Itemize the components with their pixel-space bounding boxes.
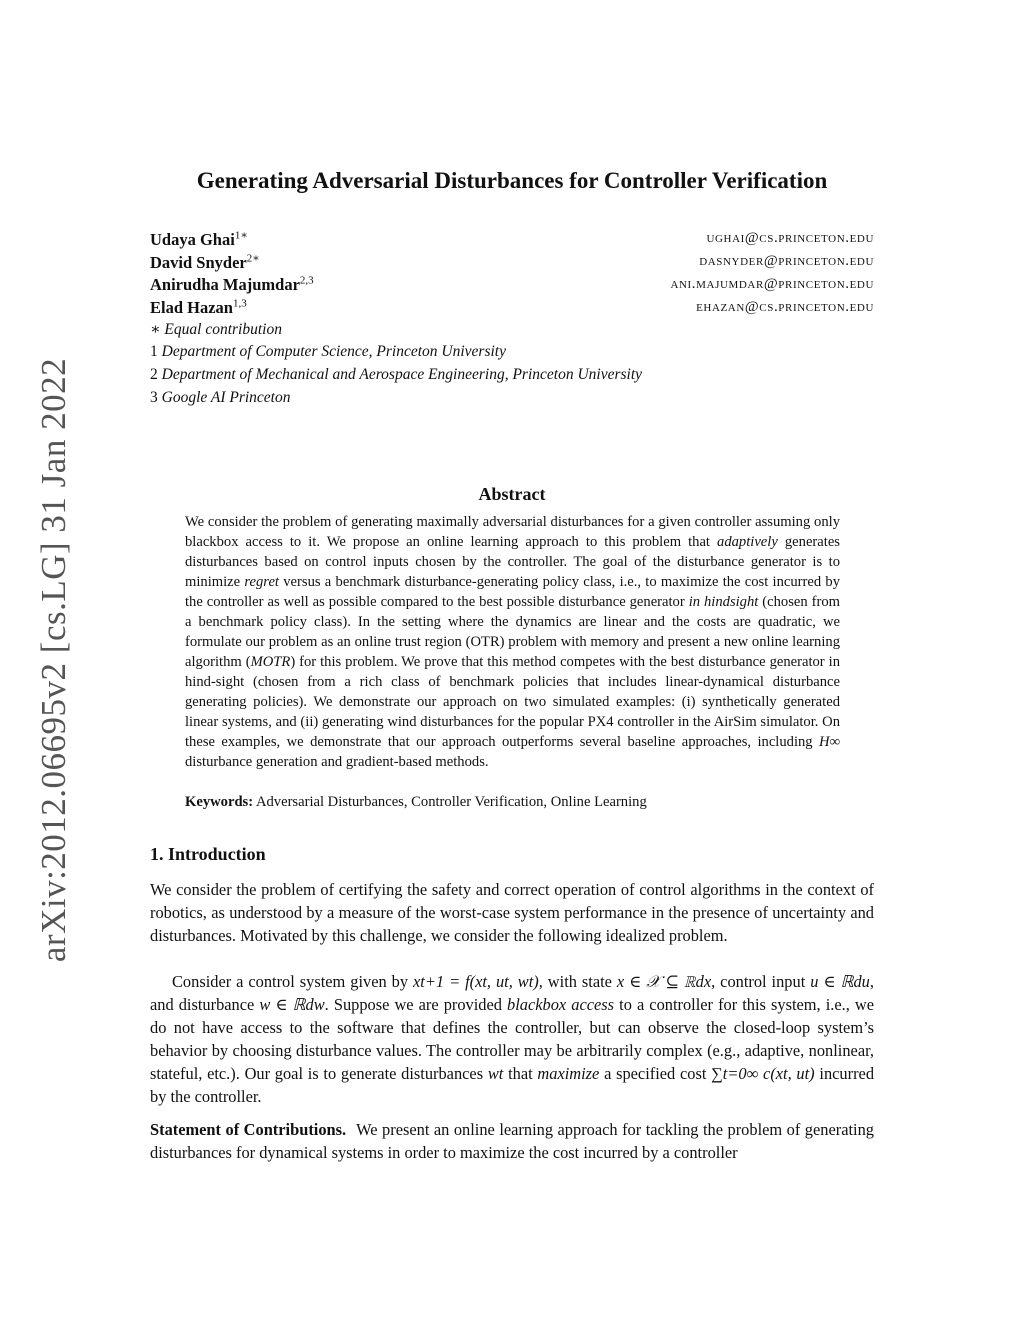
section-heading-introduction: 1. Introduction [150, 844, 266, 864]
author-row [150, 228, 874, 251]
math-disturbance-space: w ∈ ℝdw [259, 995, 325, 1014]
affiliation-mark: 3 [150, 389, 158, 406]
intro-paragraph-3: Statement of Contributions. We present an online learning approach for tackling the problem of generating disturbances for dynamical systems in order to maximize the cost incurred by a controller [150, 1120, 874, 1162]
affiliation-text: Google AI Princeton [161, 389, 291, 406]
author-affil-mark: 1,3 [232, 297, 247, 309]
affiliation-text: Department of Mechanical and Aerospace Engineering, Princeton University [161, 366, 643, 383]
affiliation [150, 366, 874, 389]
paragraph-run-in-heading: Statement of Contributions. [150, 1120, 347, 1139]
arxiv-stamp [28, 357, 80, 963]
affiliation-text: Equal contribution [164, 321, 282, 338]
abstract-text: We consider the problem of generating maximally adversarial disturbances for a given controller assuming only blackbox access to it. We propose an online learning approach to this problem that adaptively generates disturbances based on control inputs chosen by the controller. The goal of the disturbance generator is to minimize regret versus a benchmark disturbance-generating policy class, i.e., to maximize the cost incurred by the controller as well as possible compared to the best possible disturbance generator in hindsight (chosen from a benchmark policy class). In the setting where the dynamics are linear and the costs are quadratic, we formulate our problem as an online trust region (OTR) problem with memory and present a new online learning algorithm (MOTR) for this problem. We prove that this method competes with the best disturbance generator in hind-sight (chosen from a rich class of benchmark policies that includes linear-dynamical disturbance generating policies). We demonstrate our approach on two simulated examples: (i) synthetically generated linear systems, and (ii) generating wind disturbances for the popular PX4 controller in the AirSim simulator. On these examples, we demonstrate that our approach outperforms several baseline approaches, including H∞ disturbance generation and gradient-based methods. [185, 514, 841, 770]
math-disturbance: wt [487, 1064, 504, 1083]
author-row [150, 274, 874, 297]
intro-paragraph-1: We consider the problem of certifying the safety and correct operation of control algorithms in the context of robotics, as understood by a measure of the worst-case system performance in the presence of uncertainty and disturbances. Motivated by this challenge, we consider the following idealized problem. [150, 880, 874, 945]
author-name: Udaya Ghai [150, 229, 235, 249]
affiliation [150, 389, 874, 412]
affiliation-text: Department of Computer Science, Princeton University [161, 343, 506, 360]
keywords-list: Adversarial Disturbances, Controller Verification, Online Learning [255, 794, 647, 810]
author-email: ughai@cs.princeton.edu [706, 230, 874, 246]
math-h-infinity: H∞ [819, 734, 840, 750]
author-name: Elad Hazan [150, 297, 233, 317]
affiliation [150, 343, 874, 366]
author-name: David Snyder [150, 252, 247, 272]
affiliation [150, 320, 874, 343]
author-block [150, 228, 874, 412]
affiliation-mark: ∗ [150, 321, 161, 338]
affiliation-mark: 1 [150, 343, 158, 360]
keywords [185, 794, 840, 811]
paper-title: Generating Adversarial Disturbances for Controller Verification [196, 168, 828, 193]
author-affil-mark: 2∗ [246, 252, 260, 264]
arxiv-id: arXiv:2012.06695v2 [cs.LG] 31 Jan 2022 [34, 357, 73, 963]
affiliation-mark: 2 [150, 366, 158, 383]
math-dynamics: xt+1 = f(xt, ut, wt) [413, 972, 539, 991]
author-affil-mark: 2,3 [299, 274, 314, 286]
author-row [150, 297, 874, 320]
author-name: Anirudha Majumdar [150, 274, 300, 294]
intro-paragraph-2: Consider a control system given by xt+1 = f(xt, ut, wt), with state x ∈ 𝒳 ⊆ ℝdx, control input u ∈ ℝdu, and disturbance w ∈ ℝdw. Suppose we are provided blackbox access to a controller for this system, i.e., we do not have access to the software that defines the controller, but can observe the closed-loop system’s behavior by choosing disturbance values. The controller may be arbitrarily complex (e.g., adaptive, nonlinear, stateful, etc.). Our goal is to generate disturbances wt that maximize a specified cost ∑t=0∞ c(xt, ut) incurred by the controller. [150, 972, 875, 1106]
abstract-heading: Abstract [478, 484, 546, 504]
author-email: ani.majumdar@princeton.edu [670, 276, 874, 292]
author-email: ehazan@cs.princeton.edu [696, 299, 874, 315]
math-cost-sum: ∑t=0∞ c(xt, ut) [711, 1064, 815, 1083]
math-input-space: u ∈ ℝdu [810, 972, 870, 991]
keywords-label: Keywords: [185, 794, 254, 810]
author-row [150, 251, 874, 274]
author-email: dasnyder@princeton.edu [699, 253, 874, 269]
author-affil-mark: 1∗ [234, 229, 248, 241]
math-state-space: x ∈ 𝒳 ⊆ ℝdx [616, 972, 712, 991]
